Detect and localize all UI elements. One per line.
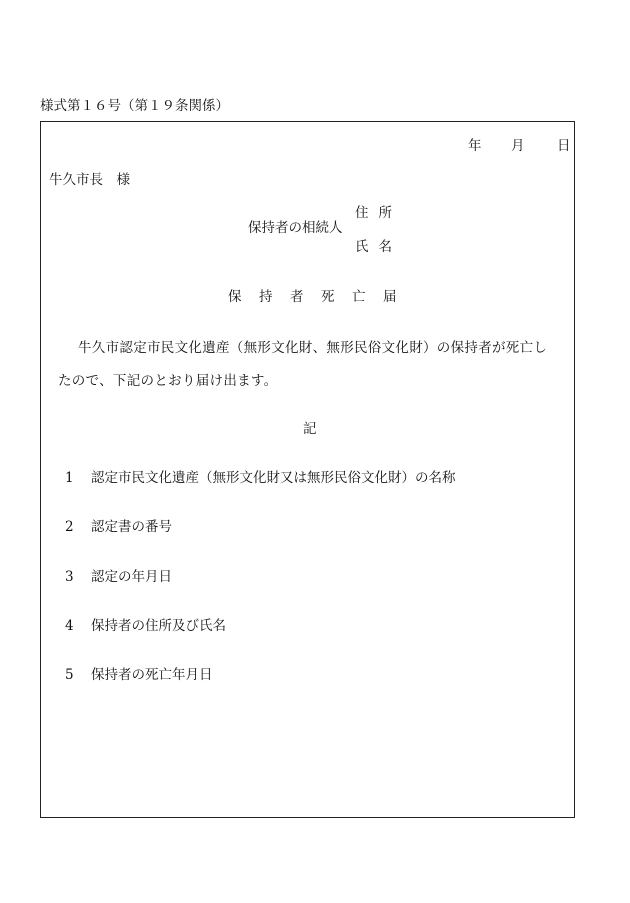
form-header: 様式第１６号（第１９条関係） <box>40 98 229 114</box>
date-day-label: 日 <box>557 138 571 154</box>
date-month-label: 月 <box>511 138 525 154</box>
item-text: 認定市民文化遺産（無形文化財又は無形民俗文化財）の名称 <box>91 470 456 486</box>
ki-label: 記 <box>303 421 317 437</box>
item-number: 5 <box>65 667 74 683</box>
item-number: 4 <box>65 618 74 634</box>
item-text: 認定の年月日 <box>91 569 172 585</box>
address-label: 住所 <box>355 205 402 221</box>
body-text-line-1: 牛久市認定市民文化遺産（無形文化財、無形民俗文化財）の保持者が死亡し <box>78 340 548 356</box>
item-text: 保持者の死亡年月日 <box>91 667 213 683</box>
document-title: 保持者死亡届 <box>228 289 414 305</box>
name-label: 氏名 <box>355 239 402 255</box>
item-number: 1 <box>65 470 74 486</box>
item-text: 認定書の番号 <box>91 519 172 535</box>
date-line <box>468 137 571 155</box>
item-number: 2 <box>65 519 74 535</box>
item-number: 3 <box>65 569 74 585</box>
item-text: 保持者の住所及び氏名 <box>91 618 226 634</box>
applicant-role: 保持者の相続人 <box>248 220 343 236</box>
addressee: 牛久市長 様 <box>49 172 130 188</box>
date-year-label: 年 <box>468 138 482 154</box>
body-text-line-2: たので、下記のとおり届け出ます。 <box>58 373 278 389</box>
